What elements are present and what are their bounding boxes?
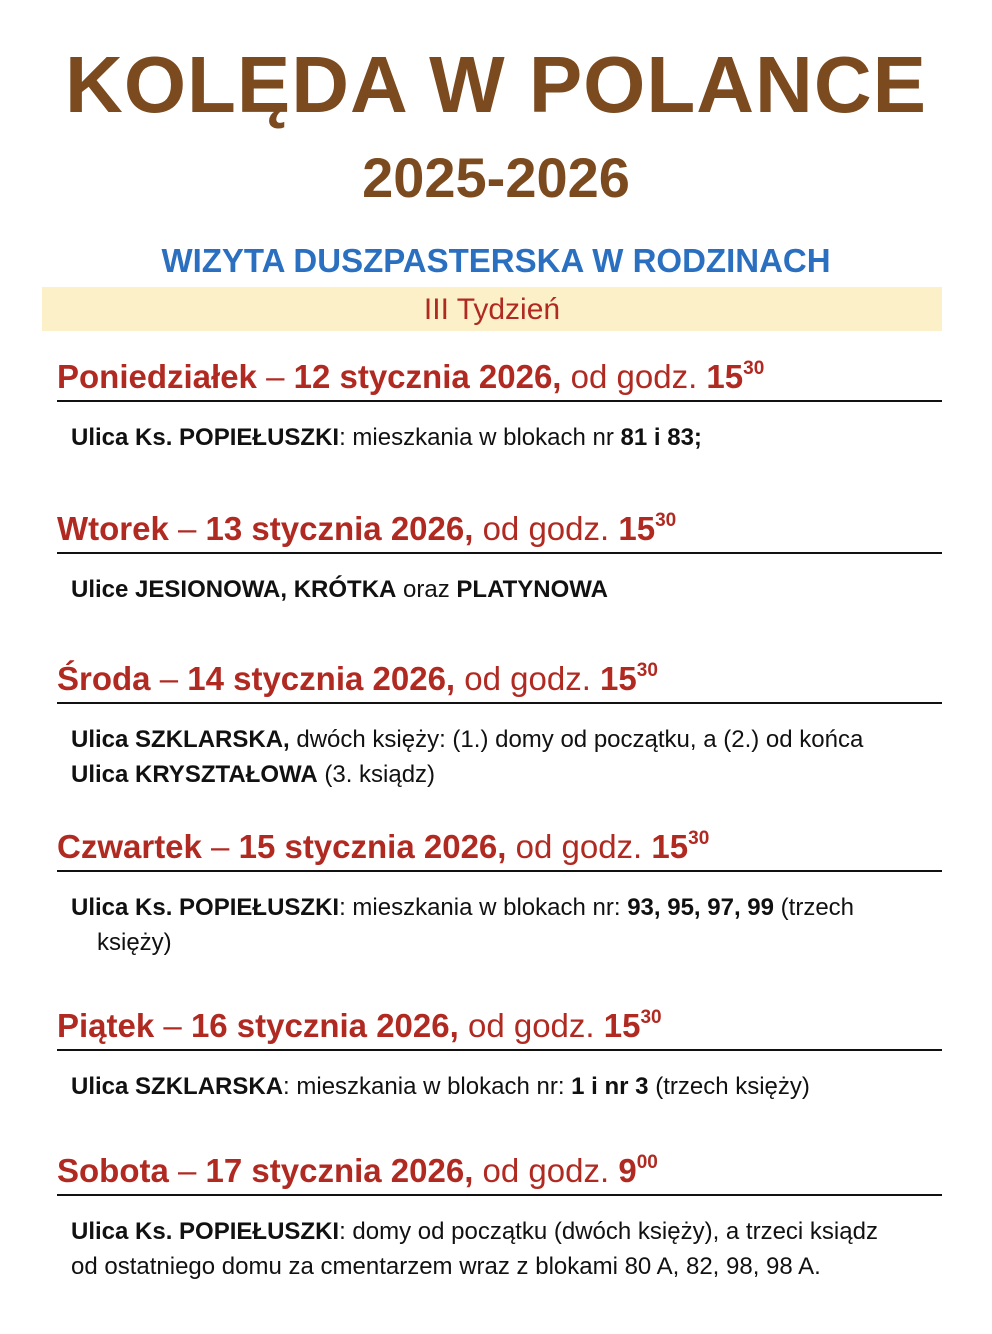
day-from: od godz. <box>458 1007 604 1044</box>
block-numbers: 81 i 83; <box>620 424 702 451</box>
day-minutes: 30 <box>640 1007 662 1028</box>
day-dash: – <box>168 510 206 547</box>
street-detail: : mieszkania w blokach nr: <box>339 894 628 921</box>
street-name: Ulica SZKLARSKA, <box>71 726 290 753</box>
connector: oraz <box>396 576 457 603</box>
street-detail: (3. ksiądz) <box>317 761 436 788</box>
day-section-saturday <box>57 1150 942 1284</box>
day-name: Wtorek <box>57 510 169 547</box>
day-name: Środa <box>57 660 151 697</box>
day-date: 16 stycznia 2026, <box>190 1007 459 1044</box>
day-section-monday <box>57 356 942 455</box>
street-detail: : domy od początku (dwóch księży), a trzeci ksiądz <box>339 1218 878 1245</box>
day-date: 17 stycznia 2026, <box>205 1152 474 1189</box>
street-name: Ulica Ks. POPIEŁUSZKI <box>71 424 340 451</box>
day-from: od godz. <box>561 358 707 395</box>
day-hour: 15 <box>600 660 637 697</box>
day-name: Sobota <box>57 1152 169 1189</box>
page-title: KOLĘDA W POLANCE <box>65 40 927 129</box>
street-name: Ulica KRYSZTAŁOWA <box>71 761 318 788</box>
day-date: 13 stycznia 2026, <box>205 510 474 547</box>
block-numbers: 1 i nr 3 <box>571 1073 649 1100</box>
day-description <box>57 1214 942 1284</box>
day-from: od godz. <box>455 660 601 697</box>
day-from: od godz. <box>473 510 619 547</box>
day-hour: 15 <box>618 510 656 547</box>
day-dash: – <box>150 660 188 697</box>
day-heading <box>57 508 942 554</box>
street-detail-continued: od ostatniego domu za cmentarzem wraz z blokami 80 A, 82, 98, 98 A. <box>71 1253 821 1280</box>
day-heading <box>57 1005 942 1051</box>
day-hour: 15 <box>651 828 689 865</box>
street-name: PLATYNOWA <box>456 576 608 603</box>
street-detail-continued: księży) <box>97 929 172 956</box>
day-minutes: 30 <box>743 358 765 379</box>
day-minutes: 30 <box>636 660 658 681</box>
day-description <box>57 420 942 455</box>
street-names: Ulice JESIONOWA, KRÓTKA <box>71 576 397 603</box>
day-name: Poniedziałek <box>57 358 257 395</box>
day-description <box>57 572 942 607</box>
street-detail: : mieszkania w blokach nr <box>339 424 621 451</box>
day-heading <box>57 356 942 402</box>
day-date: 12 stycznia 2026, <box>293 358 562 395</box>
day-hour: 9 <box>618 1152 637 1189</box>
subtitle-heading: WIZYTA DUSZPASTERSKA W RODZINACH <box>161 242 831 279</box>
day-section-wednesday <box>57 658 942 792</box>
day-date: 15 stycznia 2026, <box>238 828 507 865</box>
street-name: Ulica Ks. POPIEŁUSZKI <box>71 894 340 921</box>
day-from: od godz. <box>473 1152 619 1189</box>
day-description <box>57 1069 942 1104</box>
street-detail: (trzech księży) <box>648 1073 810 1100</box>
day-description <box>57 890 942 960</box>
day-section-thursday <box>57 826 942 960</box>
years-heading: 2025-2026 <box>362 146 630 209</box>
street-detail: : mieszkania w blokach nr: <box>283 1073 572 1100</box>
day-minutes: 30 <box>655 510 677 531</box>
day-section-tuesday <box>57 508 942 607</box>
day-dash: – <box>256 358 294 395</box>
day-section-friday <box>57 1005 942 1104</box>
week-band: III Tydzień <box>42 287 942 331</box>
day-name: Czwartek <box>57 828 202 865</box>
street-name: Ulica Ks. POPIEŁUSZKI <box>71 1218 340 1245</box>
day-minutes: 30 <box>688 828 710 849</box>
day-description <box>57 722 942 792</box>
street-name: Ulica SZKLARSKA <box>71 1073 284 1100</box>
day-heading <box>57 1150 942 1196</box>
day-dash: – <box>154 1007 191 1044</box>
day-from: od godz. <box>506 828 652 865</box>
street-detail: (trzech <box>774 894 855 921</box>
day-minutes: 00 <box>636 1152 658 1173</box>
day-dash: – <box>168 1152 206 1189</box>
day-heading <box>57 658 942 704</box>
day-heading <box>57 826 942 872</box>
day-dash: – <box>201 828 239 865</box>
day-hour: 15 <box>603 1007 641 1044</box>
day-name: Piątek <box>57 1007 155 1044</box>
day-hour: 15 <box>706 358 744 395</box>
block-numbers: 93, 95, 97, 99 <box>627 894 774 921</box>
street-detail: dwóch księży: (1.) domy od początku, a (2.) od końca <box>289 726 864 753</box>
day-date: 14 stycznia 2026, <box>187 660 456 697</box>
